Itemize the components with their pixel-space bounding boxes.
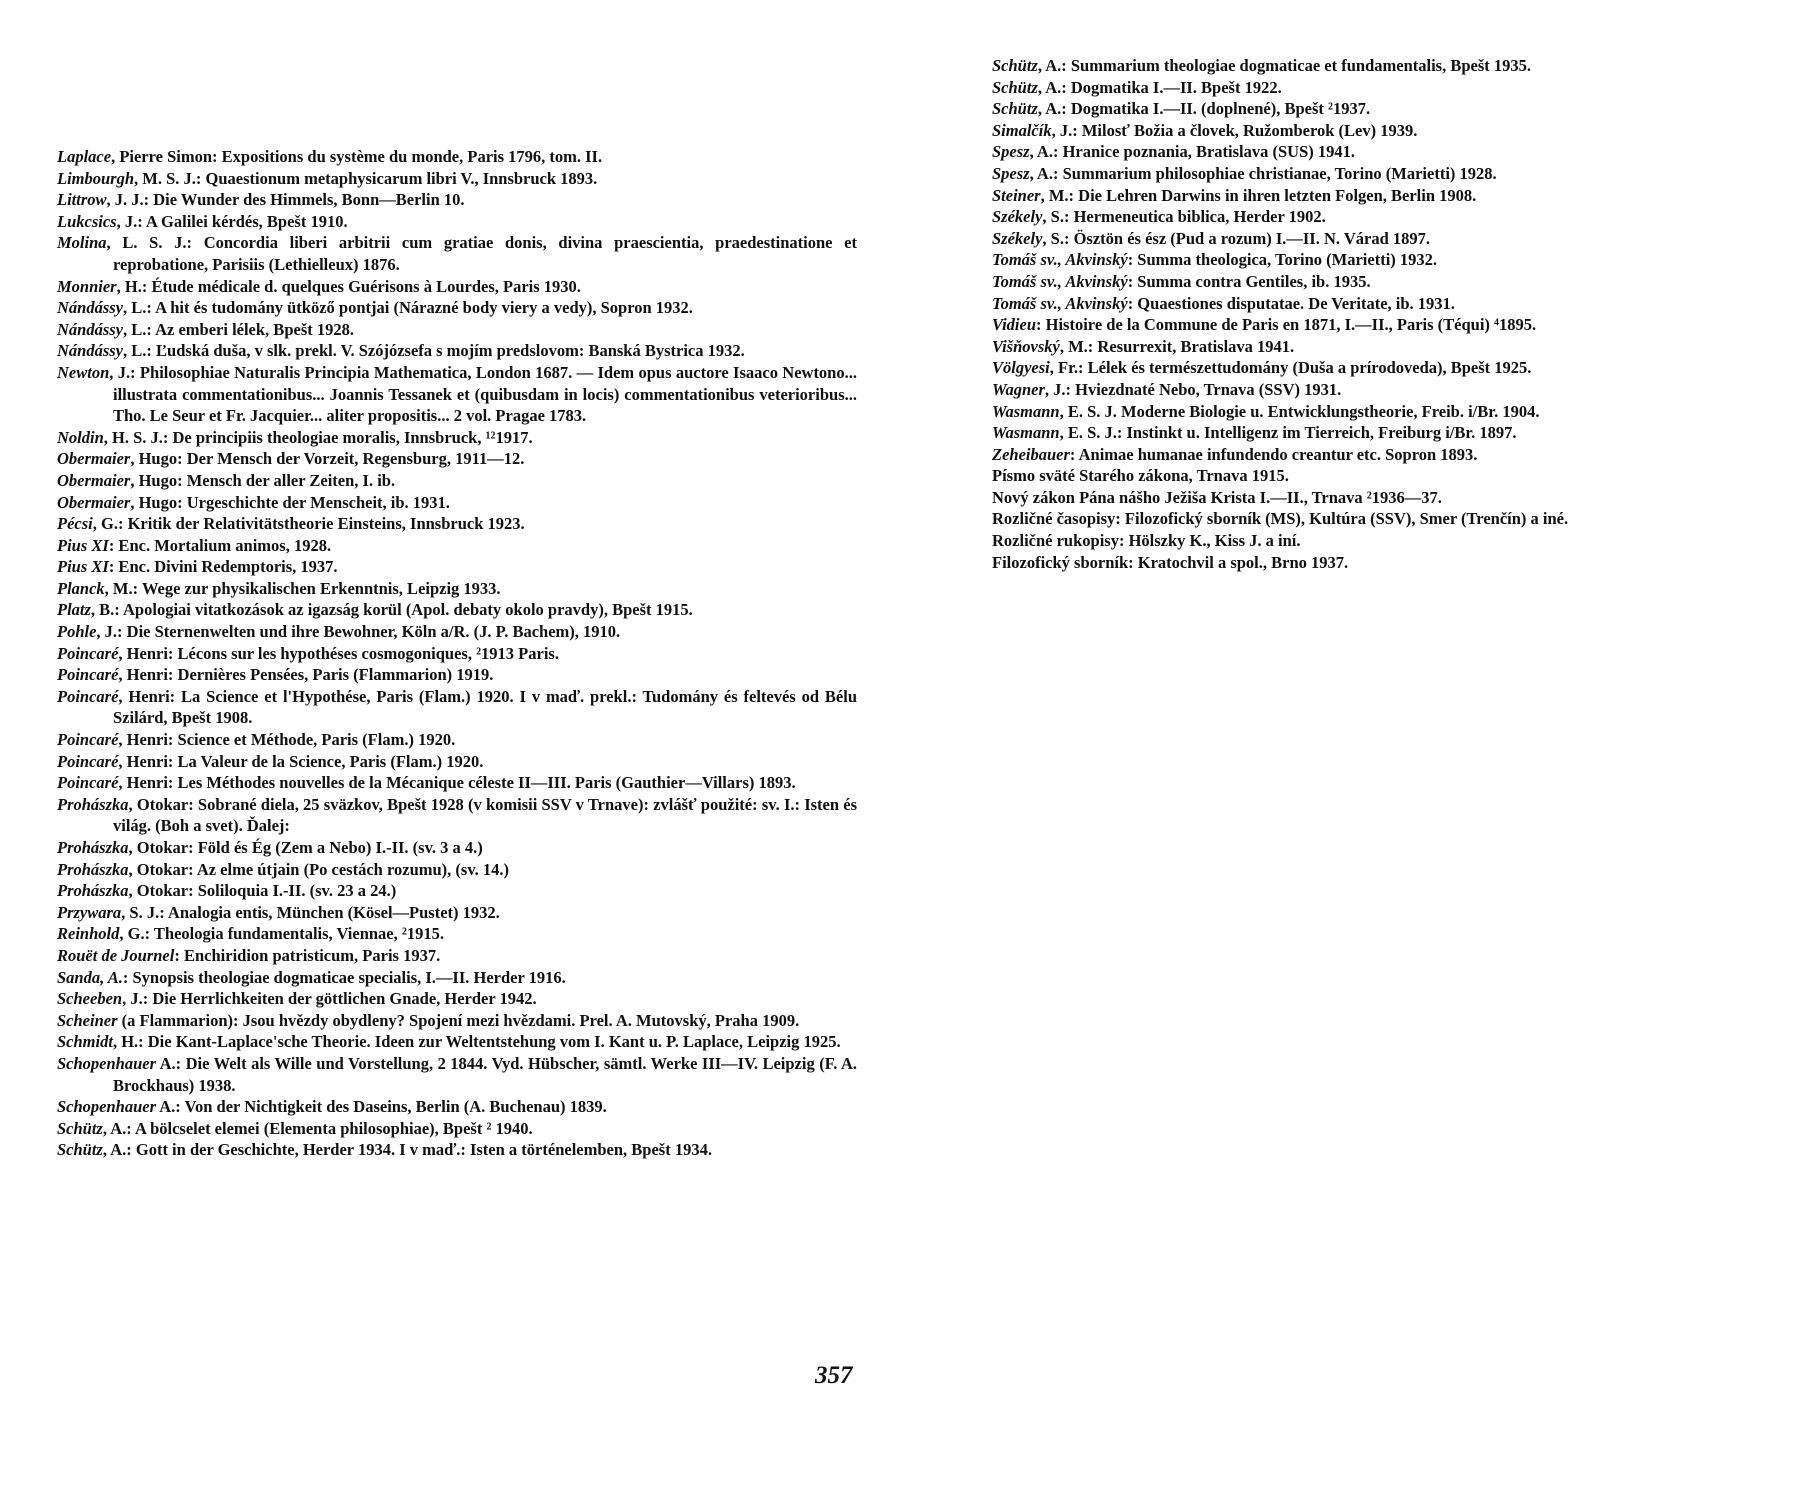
bibliography-entry (57, 211, 857, 233)
entry-text: , A.: Gott in der Geschichte, Herder 1934. I v maď.: Isten a történelemben, Bpešt 1934. (102, 1140, 712, 1160)
entry-text: , A.: Dogmatika I.—II. (doplnené), Bpešt ²1937. (1037, 99, 1371, 119)
entry-text: , E. S. J. Moderne Biologie u. Entwicklungstheorie, Freib. i/Br. 1904. (1059, 401, 1540, 421)
entry-author: Nándássy (57, 319, 124, 339)
entry-text: , Henri: Science et Méthode, Paris (Flam.) 1920. (118, 730, 456, 750)
bibliography-entry (57, 859, 857, 881)
entry-author: Noldin (57, 427, 104, 447)
entry-text: , M.: Die Lehren Darwins in ihren letzten Folgen, Berlin 1908. (1040, 185, 1477, 205)
bibliography-entry (57, 664, 857, 686)
entry-author: Schopenhauer (57, 1053, 157, 1073)
entry-author: Obermaier (57, 492, 131, 512)
entry-author: Laplace (57, 147, 112, 166)
entry-author: Planck (57, 578, 105, 598)
bibliography-entry (992, 206, 1782, 228)
entry-author: Nándássy (57, 341, 124, 361)
bibliography-entry (57, 988, 857, 1010)
entry-author: Reinhold (57, 924, 120, 944)
entry-text: , Henri: La Science et l'Hypothése, Paris (Flam.) 1920. I v maď. prekl.: Tudomány és feltevés od Bélu Szilárd, Bpešt 1908. (113, 686, 857, 728)
entry-author: Pius XI (57, 535, 109, 555)
bibliography-entry (992, 98, 1782, 120)
bibliography-entry (57, 1096, 857, 1118)
entry-text: , A.: Dogmatika I.—II. Bpešt 1922. (1037, 77, 1282, 97)
entry-text: , S. J.: Analogia entis, München (Kösel—Pustet) 1932. (121, 902, 500, 922)
entry-text: , J.: Die Herrlichkeiten der göttlichen Gnade, Herder 1942. (122, 989, 537, 1009)
entry-author: Lukcsics (57, 211, 117, 231)
bibliography-entry (57, 902, 857, 924)
bibliography-entry (57, 599, 857, 621)
entry-author: Nándássy (57, 298, 124, 318)
entry-author: Wasmann (992, 423, 1060, 443)
bibliography-entry (57, 794, 857, 837)
entry-author: Schütz (57, 1118, 103, 1138)
bibliography-entry (992, 552, 1782, 574)
entry-text: , Henri: Lécons sur les hypothéses cosmogoniques, ²1913 Paris. (118, 643, 559, 663)
bibliography-entry (57, 1139, 857, 1161)
entry-text: Filozofický sborník: Kratochvil a spol., Brno 1937. (992, 552, 1349, 572)
bibliography-entry (57, 621, 857, 643)
entry-text: , J.: Hviezdnaté Nebo, Trnava (SSV) 1931. (1044, 379, 1342, 399)
entry-author: Prohászka (57, 881, 129, 901)
bibliography-entry (992, 249, 1782, 271)
entry-author: Scheiner (57, 1010, 118, 1030)
bibliography-entry (57, 1010, 857, 1032)
entry-text: , M. S. J.: Quaestionum metaphysicarum libri V., Innsbruck 1893. (134, 168, 598, 188)
entry-text: , E. S. J.: Instinkt u. Intelligenz im Tierreich, Freiburg i/Br. 1897. (1059, 423, 1517, 443)
bibliography-entry (992, 444, 1782, 466)
entry-author: Spesz (992, 163, 1030, 183)
bibliography-entry (57, 297, 857, 319)
bibliography-entry (992, 77, 1782, 99)
entry-author: Schütz (57, 1140, 103, 1160)
entry-text: , G.: Kritik der Relativitätstheorie Einsteins, Innsbruck 1923. (92, 514, 525, 534)
entry-author: Pohle (57, 622, 97, 642)
entry-text: , L.: Az emberi lélek, Bpešt 1928. (123, 319, 354, 339)
entry-author: Višňovský (992, 336, 1060, 356)
entry-text: A.: Die Welt als Wille und Vorstellung, 2 1844. Vyd. Hübscher, sämtl. Werke III—IV. Leipzig (F. A. Brockhaus) 1938. (113, 1053, 857, 1095)
bibliography-entry (992, 379, 1782, 401)
bibliography-entry (992, 487, 1782, 509)
bibliography-entry (57, 168, 857, 190)
entry-author: Poincaré (57, 665, 119, 685)
entry-author: Székely (992, 207, 1043, 227)
bibliography-entry (57, 470, 857, 492)
entry-text: , Hugo: Mensch der aller Zeiten, I. ib. (130, 470, 396, 490)
bibliography-entry (992, 163, 1782, 185)
entry-text: : Quaestiones disputatae. De Veritate, ib. 1931. (1127, 293, 1455, 313)
entry-text: , A.: Hranice poznania, Bratislava (SUS) 1941. (1029, 142, 1356, 162)
bibliography-entry (57, 1118, 857, 1140)
entry-author: Schütz (992, 56, 1038, 75)
entry-author: Sanda, A. (57, 967, 123, 987)
bibliography-entry (57, 556, 857, 578)
bibliography-entry (992, 465, 1782, 487)
bibliography-entry (57, 319, 857, 341)
entry-author: Wasmann (992, 401, 1060, 421)
entry-author: Obermaier (57, 470, 131, 490)
entry-text: : Summa contra Gentiles, ib. 1935. (1127, 271, 1371, 291)
entry-text: , L.: A hit és tudomány ütköző pontjai (Nárazné body viery a vedy), Sopron 1932. (123, 298, 693, 318)
entry-text: , J. J.: Die Wunder des Himmels, Bonn—Berlin 10. (106, 190, 465, 210)
entry-text: , H.: Étude médicale d. quelques Guérisons à Lourdes, Paris 1930. (116, 276, 581, 296)
entry-author: Schmidt (57, 1032, 113, 1052)
bibliography-entry (57, 751, 857, 773)
entry-author: Wagner (992, 379, 1045, 399)
entry-author: Monnier (57, 276, 117, 296)
entry-author: Székely (992, 228, 1043, 248)
entry-author: Platz (57, 600, 91, 620)
bibliography-entry (57, 578, 857, 600)
bibliography-entry (57, 362, 857, 427)
bibliography-left-column (57, 146, 857, 1161)
entry-author: Schütz (992, 77, 1038, 97)
entry-author: Newton (57, 362, 110, 382)
page-number: 357 (815, 1362, 853, 1389)
entry-text: : Synopsis theologiae dogmaticae specialis, I.—II. Herder 1916. (122, 967, 566, 987)
entry-text: , A.: Summarium theologiae dogmaticae et fundamentalis, Bpešt 1935. (1037, 56, 1532, 75)
entry-text: : Histoire de la Commune de Paris en 1871, I.—II., Paris (Téqui) ⁴1895. (1036, 315, 1537, 335)
entry-text: , Otokar: Az elme útjain (Po cestách rozumu), (sv. 14.) (128, 859, 510, 879)
bibliography-entry (992, 271, 1782, 293)
entry-author: Völgyesi (992, 358, 1050, 378)
entry-author: Poincaré (57, 751, 119, 771)
bibliography-entry (992, 422, 1782, 444)
entry-author: Rouët de Journel (57, 945, 175, 965)
entry-text: , J.: Milosť Božia a človek, Ružomberok (Lev) 1939. (1051, 120, 1418, 140)
bibliography-entry (57, 340, 857, 362)
entry-author: Schütz (992, 99, 1038, 119)
entry-text: , A.: Summarium philosophiae christianae, Torino (Marietti) 1928. (1029, 163, 1497, 183)
bibliography-entry (992, 293, 1782, 315)
entry-author: Poincaré (57, 730, 119, 750)
entry-author: Pius XI (57, 557, 109, 577)
entry-text: , J.: Philosophiae Naturalis Principia Mathematica, London 1687. — Idem opus auctore Isaaco Newtono... illustrata commentationibus... Joannis Tessanek et (quibusdam in locis) commentationibus veterioribus... Tho. Le Seur et Fr. Jacquier... aliter propositis... 2 vol. Pragae 1783. (109, 362, 857, 426)
bibliography-entry (57, 513, 857, 535)
entry-author: Prohászka (57, 838, 129, 857)
entry-text: : Enc. Divini Redemptoris, 1937. (108, 557, 338, 577)
entry-author: Simalčík (992, 120, 1052, 140)
bibliography-entry (992, 314, 1782, 336)
entry-text: , Fr.: Lélek és természettudomány (Duša a prírodoveda), Bpešt 1925. (1049, 358, 1532, 378)
bibliography-entry (992, 55, 1782, 77)
bibliography-entry (57, 146, 857, 168)
entry-text: : Animae humanae infundendo creantur etc. Sopron 1893. (1069, 444, 1478, 464)
entry-author: Littrow (57, 190, 107, 210)
bibliography-entry (57, 772, 857, 794)
entry-text: , S.: Ösztön és ész (Pud a rozum) I.—II. N. Várad 1897. (1042, 228, 1431, 248)
entry-text: , Otokar: Soliloquia I.-II. (sv. 23 a 24.) (128, 881, 397, 901)
bibliography-entry (57, 945, 857, 967)
bibliography-entry (57, 837, 857, 859)
bibliography-entry (992, 357, 1782, 379)
entry-text: , Hugo: Urgeschichte der Menscheit, ib. 1931. (130, 492, 450, 512)
bibliography-entry (992, 508, 1782, 530)
entry-author: Spesz (992, 142, 1030, 162)
bibliography-entry (992, 228, 1782, 250)
entry-text: , M.: Wege zur physikalischen Erkenntnis, Leipzig 1933. (104, 578, 501, 598)
bibliography-entry (992, 185, 1782, 207)
entry-author: Poincaré (57, 773, 119, 793)
bibliography-entry (57, 1053, 857, 1096)
entry-author: Schopenhauer (57, 1097, 157, 1117)
entry-text: , Otokar: Föld és Ég (Zem a Nebo) I.-II. (sv. 3 a 4.) (128, 838, 483, 857)
entry-text: , Henri: Dernières Pensées, Paris (Flammarion) 1919. (118, 665, 494, 685)
entry-author: Scheeben (57, 989, 123, 1009)
entry-text: , S.: Hermeneutica biblica, Herder 1902. (1042, 207, 1326, 227)
bibliography-entry (57, 448, 857, 470)
bibliography-entry (992, 336, 1782, 358)
entry-text: , Henri: Les Méthodes nouvelles de la Mécanique céleste II—III. Paris (Gauthier—Villars) 1893. (118, 773, 796, 793)
entry-text: (a Flammarion): Jsou hvězdy obydleny? Spojení mezi hvězdami. Prel. A. Mutovský, Praha 1909. (117, 1010, 800, 1030)
entry-text: : Summa theologica, Torino (Marietti) 1932. (1127, 250, 1438, 270)
bibliography-entry (992, 141, 1782, 163)
entry-text: Písmo sväté Starého zákona, Trnava 1915. (992, 466, 1289, 486)
entry-author: Prohászka (57, 859, 129, 879)
bibliography-entry (57, 643, 857, 665)
entry-text: , G.: Theologia fundamentalis, Viennae, ²1915. (119, 924, 444, 944)
entry-text: , B.: Apologiai vitatkozások az igazság korül (Apol. debaty okolo pravdy), Bpešt 1915. (90, 600, 693, 620)
entry-text: , Hugo: Der Mensch der Vorzeit, Regensburg, 1911—12. (130, 449, 525, 469)
bibliography-entry (57, 1031, 857, 1053)
entry-author: Obermaier (57, 449, 131, 469)
entry-author: Vidieu (992, 315, 1037, 335)
bibliography-entry (57, 232, 857, 275)
entry-text: Nový zákon Pána nášho Ježiša Krista I.—II., Trnava ²1936—37. (992, 487, 1442, 507)
entry-author: Tomáš sv., Akvinský (992, 250, 1128, 270)
bibliography-entry (57, 686, 857, 729)
bibliography-entry (57, 492, 857, 514)
entry-text: , J.: Die Sternenwelten und ihre Bewohner, Köln a/R. (J. P. Bachem), 1910. (96, 622, 621, 642)
bibliography-entry (57, 189, 857, 211)
bibliography-entry (57, 276, 857, 298)
entry-text: Rozličné rukopisy: Hölszky K., Kiss J. a iní. (992, 531, 1301, 551)
bibliography-entry (992, 401, 1782, 423)
bibliography-right-column (992, 55, 1782, 573)
entry-author: Steiner (992, 185, 1041, 205)
entry-text: , L. S. J.: Concordia liberi arbitrii cum gratiae donis, divina praescientia, praedestinatione et reprobatione, Parisiis (Lethielleux) 1876. (106, 233, 857, 274)
bibliography-entry (57, 729, 857, 751)
entry-author: Tomáš sv., Akvinský (992, 271, 1128, 291)
entry-text: , L.: Ľudská duša, v slk. prekl. V. Szójózsefa s mojím predslovom: Banská Bystrica 1932. (123, 341, 745, 361)
bibliography-entry (992, 120, 1782, 142)
entry-text: , H.: Die Kant-Laplace'sche Theorie. Ideen zur Weltentstehung vom I. Kant u. P. Laplace, Leipzig 1925. (112, 1032, 841, 1052)
entry-author: Limbourgh (57, 168, 135, 188)
bibliography-entry (57, 923, 857, 945)
entry-author: Poincaré (57, 686, 119, 706)
bibliography-entry (57, 535, 857, 557)
entry-text: , H. S. J.: De principiis theologiae moralis, Innsbruck, ¹²1917. (103, 427, 533, 447)
entry-text: , A.: A bölcselet elemei (Elementa philosophiae), Bpešt ² 1940. (102, 1118, 533, 1138)
entry-author: Poincaré (57, 643, 119, 663)
entry-text: : Enc. Mortalium animos, 1928. (108, 535, 332, 555)
entry-text: : Enchiridion patristicum, Paris 1937. (174, 945, 441, 965)
bibliography-entry (57, 967, 857, 989)
entry-text: , J.: A Galilei kérdés, Bpešt 1910. (116, 211, 348, 231)
entry-author: Zeheibauer (992, 444, 1070, 464)
entry-author: Prohászka (57, 794, 129, 814)
entry-text: , Otokar: Sobrané diela, 25 sväzkov, Bpešt 1928 (v komisii SSV v Trnave): zvlášť použité: sv. I.: Isten és világ. (Boh a svet). Ďalej: (113, 794, 857, 836)
bibliography-entry (57, 880, 857, 902)
entry-text: , Pierre Simon: Expositions du système du monde, Paris 1796, tom. II. (111, 147, 603, 166)
bibliography-entry (992, 530, 1782, 552)
entry-author: Molina (57, 233, 107, 253)
entry-text: A.: Von der Nichtigkeit des Daseins, Berlin (A. Buchenau) 1839. (156, 1097, 607, 1117)
entry-text: Rozličné časopisy: Filozofický sborník (MS), Kultúra (SSV), Smer (Trenčín) a iné. (992, 509, 1569, 529)
entry-text: , M.: Resurrexit, Bratislava 1941. (1059, 336, 1295, 356)
entry-text: , Henri: La Valeur de la Science, Paris (Flam.) 1920. (118, 751, 484, 771)
entry-author: Pécsi (57, 514, 93, 534)
entry-author: Tomáš sv., Akvinský (992, 293, 1128, 313)
bibliography-entry (57, 427, 857, 449)
entry-author: Przywara (57, 902, 122, 922)
